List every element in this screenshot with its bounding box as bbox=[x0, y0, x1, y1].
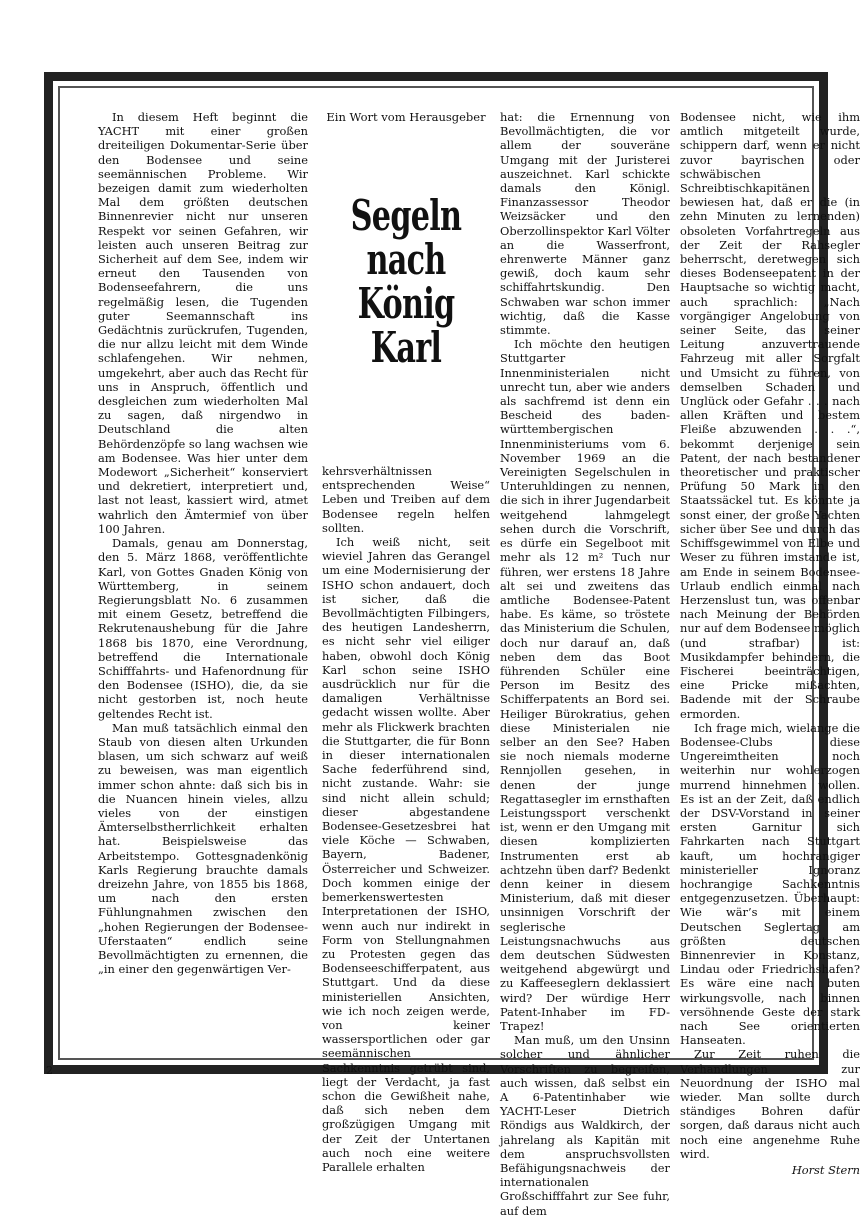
paragraph: Ich weiß nicht, seit wieviel Jahren das Gerangel um eine Modernisierung der ISHO schon andauert, doch ist sicher, daß die Bevollmächtigten Filbingers, des heutigen Landesherrn, es nicht sehr viel eiliger haben, obwohl doch König Karl schon seine ISHO ausdrücklich nur für die damaligen Verhältnisse gedacht wissen wollte. Aber mehr als Flickwerk brachten die Stuttgarter, die für Bonn in dieser internationalen Sache federführend sind, nicht zustande. Wahr: sie sind nicht allein schuld; dieser abgestandene Bodensee-Gesetzesbrei hat viele Köche — Schwaben, Bayern, Badener, Österreicher und Schweizer. Doch kommen einige der bemerkenswertesten Interpretationen der ISHO, wenn auch nur indirekt in Form von Stellungnahmen zu Protesten gegen das Bodenseeschifferpatent, aus Stuttgart. Und da diese ministeriellen Ansichten, wie ich noch zeigen werde, von keiner wassersportlichen oder gar seemännischen Sachkenntnis getrübt sind, liegt der Verdacht, ja fast schon die Gewißheit nahe, daß sich neben dem großzügigen Umgang mit der Zeit der Untertanen auch noch eine weitere Parallele erhalten bbox=[322, 535, 490, 1174]
article-frame bbox=[44, 72, 860, 1218]
paragraph: hat: die Ernennung von Bevollmächtigten, die vor allem der souveräne Umgang mit der Juristerei auszeichnet. Karl schickte damals den Königl. Finanzassessor Theodor Weizsäcker und den Oberzollinspektor Karl Völter an die Wasserfront, ehrenwerte Männer ganz gewiß, doch kaum sehr schiffahrtskundig. Den Schwaben war schon immer wichtig, daß die Kasse stimmte. bbox=[500, 110, 670, 338]
title-line: nach bbox=[366, 235, 446, 284]
paragraph: Bodensee nicht, wie ihm amtlich mitgeteilt wurde, schippern darf, wenn er nicht zuvor bayrischen oder schwäbischen Schreibtischkapitänen bewiesen hat, daß er die (in zehn Minuten zu lernenden) obsoleten Vorfahrtregeln aus der Zeit der Rahsegler beherrscht, deretwegen sich dieses Bodenseepatent in der Hauptsache so wichtig macht, auch sprachlich: „Nach vorgängiger Angelobung von seiner Seite, das seiner Leitung anzuvertrauende Fahrzeug mit aller Sorgfalt und Umsicht zu führen, von demselben Schaden und Unglück oder Gefahr . . . nach allen Kräften und bestem Fleiße abzuwenden . . .“, bekommt derjenige sein Patent, der nach bestandener theoretischer und praktischer Prüfung 50 Mark in den Staatssäckel tut. Es könnte ja sonst einer, der große Yachten sicher über See und durch das Schiffsgewimmel von Elbe und Weser zu führen imstande ist, am Ende in seinem Bodensee-Urlaub endlich einmal nach Herzenslust tun, was offenbar nach Meinung der Behörden nur auf dem Bodensee möglich (und strafbar) ist: Musikdampfer behindern, die Fischerei beeinträchtigen, eine Pricke mißachten, Badende mit der Schraube ermorden. bbox=[680, 110, 860, 721]
page-number: 2 bbox=[46, 1064, 53, 1077]
paragraph: Man muß tatsächlich einmal den Staub von diesen alten Urkunden blasen, um sich schwarz auf weiß zu beweisen, was man eigentlich immer schon ahnte: daß sich bis in die Nuancen hinein vieles, allzu vieles von der einstigen Ämterselbstherrlichkeit erhalten hat. Beispielsweise das Arbeitstempo. Gottesgnadenkönig Karls Regierung brauchte damals dreizehn Jahre, von 1855 bis 1868, um nach den ersten Fühlungnahmen zwischen den „hohen Regierungen der Bodensee-Uferstaaten“ endlich seine Bevollmächtigten zu ernennen, die „in einer den gegenwärtigen Ver- bbox=[98, 720, 308, 977]
article-inner-border bbox=[58, 86, 860, 1218]
column-1 bbox=[98, 110, 308, 1042]
column-2 bbox=[322, 110, 490, 1174]
title-line: König bbox=[357, 279, 455, 328]
paragraph: Man muß, um den Unsinn solcher und ähnlicher Vorschriften zu begreifen, auch wissen, daß selbst ein A 6-Patentinhaber wie YACHT-Leser Dietrich Röndigs aus Waldkirch, der jahrelang als Kapitän mit dem anspruchsvollsten Befähigungsnachweis der internationalen Großschifffahrt zur See fuhr, auf dem bbox=[500, 1033, 670, 1218]
editorial-title bbox=[346, 191, 467, 372]
column-3 bbox=[500, 110, 671, 1218]
column-2-body bbox=[322, 464, 490, 1174]
title-line: Segeln bbox=[350, 191, 462, 240]
paragraph: Ich möchte den heutigen Stuttgarter Innenministerialen nicht unrecht tun, aber wie anders als sachfremd ist denn ein Bescheid des baden-württembergischen Innenministeriums vom 6. November 1969 an die Vereinigten Segelschulen in Unteruhldingen zu nennen, die sich in ihrer Jugendarbeit weitgehend lahmgelegt sehen durch die Vorschrift, es dürfe ein Segelboot mit mehr als 12 m² Tuch nur führen, wer erstens 18 Jahre alt sei und zweitens das amtliche Bodensee-Patent habe. Es käme, so tröstete das Ministerium die Schulen, doch nur darauf an, daß neben dem das Boot führenden Schüler eine Person im Besitz des Schifferpatents an Bord sei. Heiliger Bürokratius, gehen diese Ministerialen nie selber an den See? Haben sie noch niemals moderne Rennjollen gesehen, in denen der junge Regattasegler im ernsthaften Leistungssport verschenkt ist, wenn er den Umgang mit diesen komplizierten Instrumenten erst ab achtzehn üben darf? Bedenkt denn keiner in diesem Ministerium, daß mit dieser unsinnigen Vorschrift der seglerische Leistungsnachwuchs aus dem deutschen Südwesten weitgehend abgewürgt und zu Kaffeeseglern deklassiert wird? Der würdige Herr Patent-Inhaber im FD-Trapez! bbox=[500, 337, 671, 1033]
editorial-header: Ein Wort vom Herausgeber bbox=[326, 110, 486, 124]
author-signature: Horst Stern bbox=[791, 1163, 860, 1178]
title-line: Karl bbox=[370, 323, 442, 372]
paragraph: In diesem Heft beginnt die YACHT mit einer großen dreiteiligen Dokumentar-Serie über den Bodensee und seine seemännischen Probleme. Wir bezeigen damit zum wiederholten Mal dem größten deutschen Binnenrevier nicht nur unseren Respekt vor seinen Gefahren, wir leisten auch unseren Beitrag zur Sicherheit auf dem See, indem wir erneut den Tausenden von Bodenseefahrern, die uns regelmäßig lesen, die Tugenden guter Seemannschaft ins Gedächtnis zurückrufen, Tugenden, die nur allzu leicht mit dem Winde schlafengehen. Wir nehmen, umgekehrt, aber auch das Recht für uns in Anspruch, öffentlich und desgleichen zum wiederholten Mal zu sagen, daß nirgendwo in Deutschland die alten Behördenzöpfe so lang wachsen wie am Bodensee. Was hier unter dem Modewort „Sicherheit“ konserviert und dekretiert, interpretiert und, last not least, kassiert wird, atmet wahrlich den Ämtermief von über 100 Jahren. bbox=[98, 110, 308, 536]
column-4 bbox=[680, 110, 860, 1178]
paragraph: kehrsverhältnissen entsprechenden Weise“ Leben und Treiben auf dem Bodensee regeln helfen sollten. bbox=[322, 464, 490, 535]
paragraph: Ich frage mich, wielange die Bodensee-Clubs diese Ungereimtheiten noch weiterhin nur wohlerzogen murrend hinnehmen wollen. Es ist an der Zeit, daß endlich der DSV-Vorstand in seiner ersten Garnitur sich Fahrkarten nach Stuttgart kauft, um hochrangiger ministerieller Ignoranz hochrangige Sachkenntnis entgegenzusetzen. Überhaupt: Wie wär’s mit einem Deutschen Seglertag am größten deutschen Binnenrevier in Konstanz, Lindau oder Friedrichshafen? Es wäre eine nach buten wirkungsvolle, nach binnen versöhnende Geste der stark nach See orientierten Hanseaten. bbox=[680, 720, 860, 1048]
paragraph: Damals, genau am Donnerstag, den 5. März 1868, veröffentlichte Karl, von Gottes Gnaden König von Württemberg, in seinem Regierungsblatt No. 6 zusammen mit einem Gesetz, betreffend die Rekrutenaushebung für die Jahre 1868 bis 1870, eine Verordnung, betreffend die Internationale Schifffahrts- und Hafenordnung für den Bodensee (ISHO), die, da sie nicht gestorben ist, noch heute geltendes Recht ist. bbox=[98, 536, 308, 721]
paragraph: Zur Zeit ruhen die Verhandlungen zur Neuordnung der ISHO mal wieder. Man sollte durch ständiges Bohren dafür sorgen, daß daraus nicht auch noch eine angenehme Ruhe wird. bbox=[680, 1047, 860, 1161]
